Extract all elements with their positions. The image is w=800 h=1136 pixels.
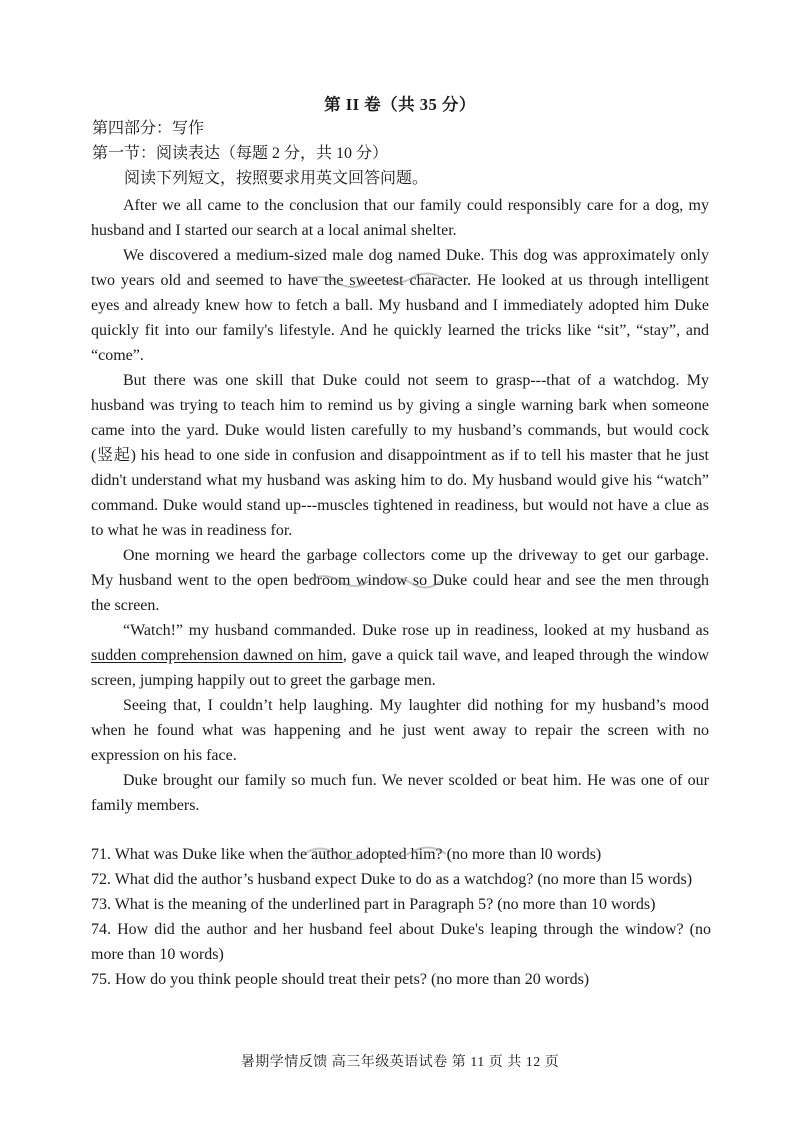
question-72: 72. What did the author’s husband expect Duke to do as a watchdog? (no more than l5 words) bbox=[91, 871, 693, 888]
paragraph-2: We discovered a medium-sized male dog named Duke. This dog was approximately only two years old and seemed to have the sweetest character. He looked at us through intelligent eyes and already knew how to fetch a ball. My husband and I immediately adopted him Duke quickly fit into our family's lifestyle. And he quickly learned the tricks like “sit”, “stay”, and “come”. bbox=[91, 247, 709, 364]
paragraph-6: Seeing that, I couldn’t help laughing. My laughter did nothing for my husband’s mood when he found what was happening and he just went away to repair the screen with no expression on his face. bbox=[91, 697, 709, 764]
section-title: 第 II 卷（共 35 分） bbox=[324, 95, 476, 114]
instruction: 阅读下列短文，按照要求用英文回答问题。 bbox=[124, 170, 429, 187]
reading-passage bbox=[91, 193, 709, 818]
paragraph-5 bbox=[91, 618, 709, 693]
underlined-phrase: sudden comprehension dawned on him bbox=[91, 647, 343, 664]
paragraph-1: After we all came to the conclusion that our family could responsibly care for a dog, my husband and I started our search at a local animal shelter. bbox=[91, 197, 709, 239]
paragraph-5-end: , gave a quick tail wave, and leaped through the window screen, jumping happily out to greet the garbage men. bbox=[91, 647, 709, 689]
part-label: 第四部分：写作 bbox=[92, 120, 205, 137]
paragraph-3: But there was one skill that Duke could not seem to grasp---that of a watchdog. My husband was trying to teach him to remind us by giving a single warning bark when someone came into the yard. Duke would listen carefully to my husband’s commands, but would cock (竖起) his head to one side in confusion and disappointment as if to tell his master that he just didn't understand what my husband was asking him to do. My husband would give his “watch” command. Duke would stand up---muscles tightened in readiness, but would not have a clue as to what he was in readiness for. bbox=[91, 372, 709, 539]
question-71: 71. What was Duke like when the author adopted him? (no more than l0 words) bbox=[91, 846, 602, 863]
page-footer: 暑期学情反馈 高三年级英语试卷 第 11 页 共 12 页 bbox=[240, 1055, 560, 1070]
question-75: 75. How do you think people should treat their pets? (no more than 20 words) bbox=[91, 971, 590, 988]
paragraph-7: Duke brought our family so much fun. We never scolded or beat him. He was one of our family members. bbox=[91, 772, 709, 814]
question-73: 73. What is the meaning of the underlined part in Paragraph 5? (no more than 10 words) bbox=[91, 896, 656, 913]
question-list bbox=[91, 842, 711, 992]
paragraph-4: One morning we heard the garbage collectors come up the driveway to get our garbage. My husband went to the open bedroom window so Duke could hear and see the men through the screen. bbox=[91, 547, 709, 614]
paragraph-5-start: “Watch!” my husband commanded. Duke rose up in readiness, looked at my husband as bbox=[123, 622, 709, 639]
section-label: 第一节：阅读表达（每题 2 分，共 10 分） bbox=[92, 145, 389, 162]
question-74: 74. How did the author and her husband feel about Duke's leaping through the window? (no more than 10 words) bbox=[91, 921, 711, 963]
